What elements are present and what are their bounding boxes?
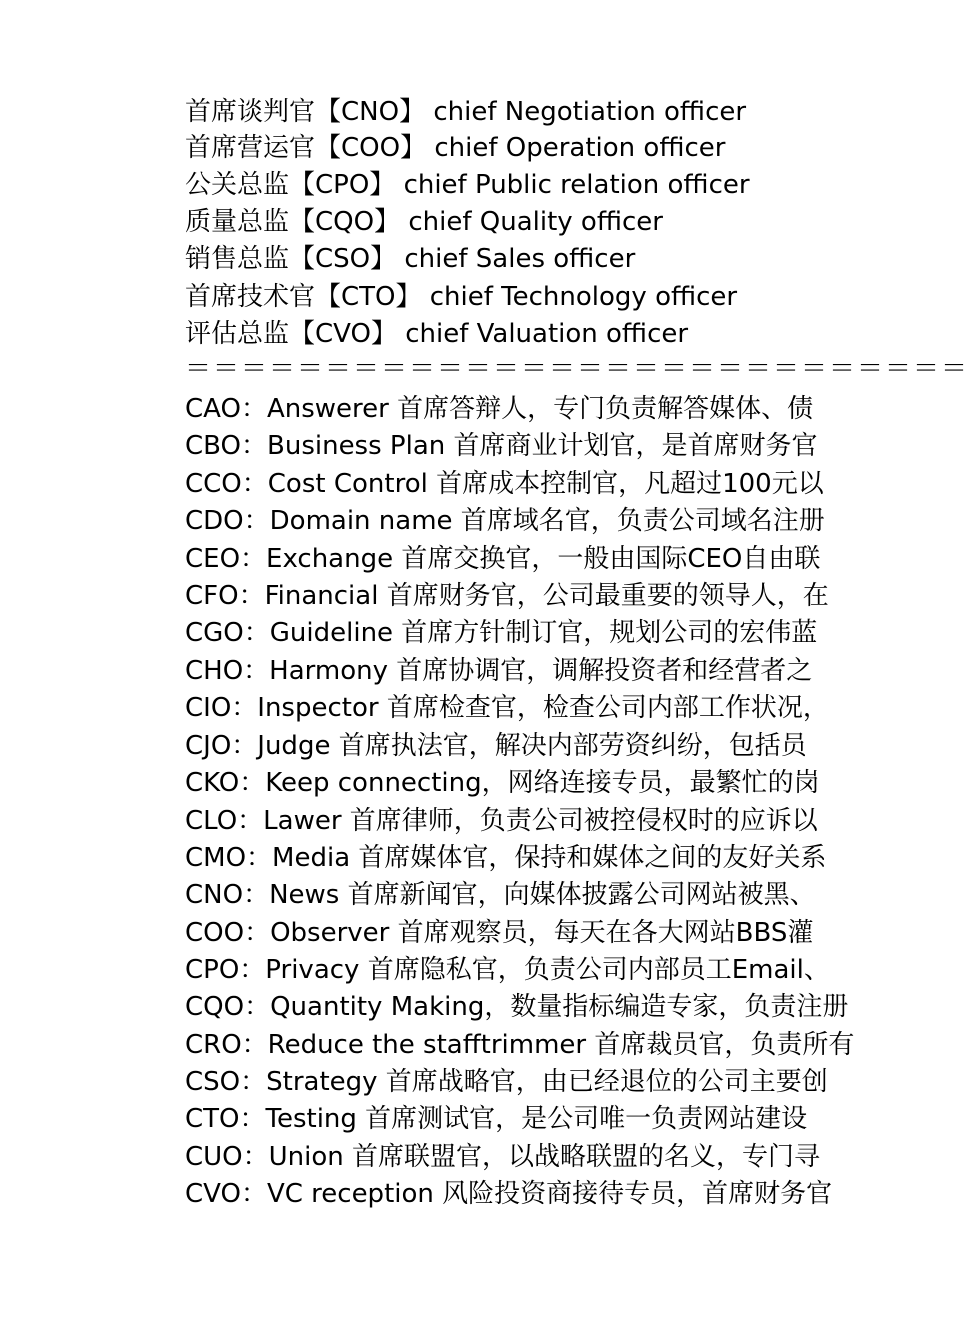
entry-cio: CIO：Inspector 首席检查官，检查公司内部工作状况，: [185, 693, 829, 723]
entry-cto: CTO：Testing 首席测试官，是公司唯一负责网站建设: [185, 1104, 808, 1134]
entry-clo: CLO：Lawer 首席律师，负责公司被控侵权时的应诉以: [185, 806, 818, 836]
entry-cmo: CMO：Media 首席媒体官，保持和媒体之间的友好关系: [185, 843, 827, 873]
entry-cso: CSO：Strategy 首席战略官，由已经退位的公司主要创: [185, 1067, 828, 1097]
title-line-cto: 首席技术官【CTO】 chief Technology officer: [185, 282, 738, 312]
entry-cgo: CGO：Guideline 首席方针制订官，规划公司的宏伟蓝: [185, 618, 818, 648]
entry-cho: CHO：Harmony 首席协调官，调解投资者和经营者之: [185, 656, 813, 686]
title-line-cqo: 质量总监【CQO】 chief Quality officer: [185, 207, 663, 237]
entry-cbo: CBO：Business Plan 首席商业计划官，是首席财务官: [185, 431, 818, 461]
entry-cao: CAO：Answerer 首席答辩人，专门负责解答媒体、债: [185, 394, 814, 424]
title-line-cpo: 公关总监【CPO】 chief Public relation officer: [185, 170, 750, 200]
entry-coo: COO：Observer 首席观察员，每天在各大网站BBS灌: [185, 918, 814, 948]
title-line-cvo: 评估总监【CVO】 chief Valuation officer: [185, 319, 689, 349]
document-body: [185, 0, 969, 1344]
entry-cuo: CUO：Union 首席联盟官，以战略联盟的名义，专门寻: [185, 1142, 821, 1172]
entry-cfo: CFO：Financial 首席财务官，公司最重要的领导人，在: [185, 581, 829, 611]
entry-cro: CRO：Reduce the stafftrimmer 首席裁员官，负责所有: [185, 1030, 855, 1060]
entry-cqo: CQO：Quantity Making，数量指标编造专家，负责注册: [185, 992, 849, 1022]
entry-cjo: CJO：Judge 首席执法官，解决内部劳资纠纷，包括员: [185, 731, 807, 761]
entry-cvo: CVO：VC reception 风险投资商接待专员，首席财务官: [185, 1179, 833, 1209]
entry-cpo: CPO：Privacy 首席隐私官，负责公司内部员工Email、: [185, 955, 830, 985]
entry-ceo: CEO：Exchange 首席交换官，一般由国际CEO自由联: [185, 544, 821, 574]
entry-cdo: CDO：Domain name 首席域名官，负责公司域名注册: [185, 506, 825, 536]
title-line-cno: [185, 96, 865, 127]
separator-line: ＝＝＝＝＝＝＝＝＝＝＝＝＝＝＝＝＝＝＝＝＝＝＝＝＝＝＝＝: [185, 354, 969, 384]
title-line-text: 首席谈判官【CNO】 chief Negotiation officer: [185, 97, 747, 127]
entry-cko: CKO：Keep connecting，网络连接专员，最繁忙的岗: [185, 768, 820, 798]
entry-cco: CCO：Cost Control 首席成本控制官，凡超过100元以: [185, 469, 824, 499]
title-line-cso: 销售总监【CSO】 chief Sales officer: [185, 244, 636, 274]
title-line-coo: 首席营运官【COO】 chief Operation officer: [185, 133, 726, 163]
entry-cno: CNO：News 首席新闻官，向媒体披露公司网站被黑、: [185, 880, 816, 910]
